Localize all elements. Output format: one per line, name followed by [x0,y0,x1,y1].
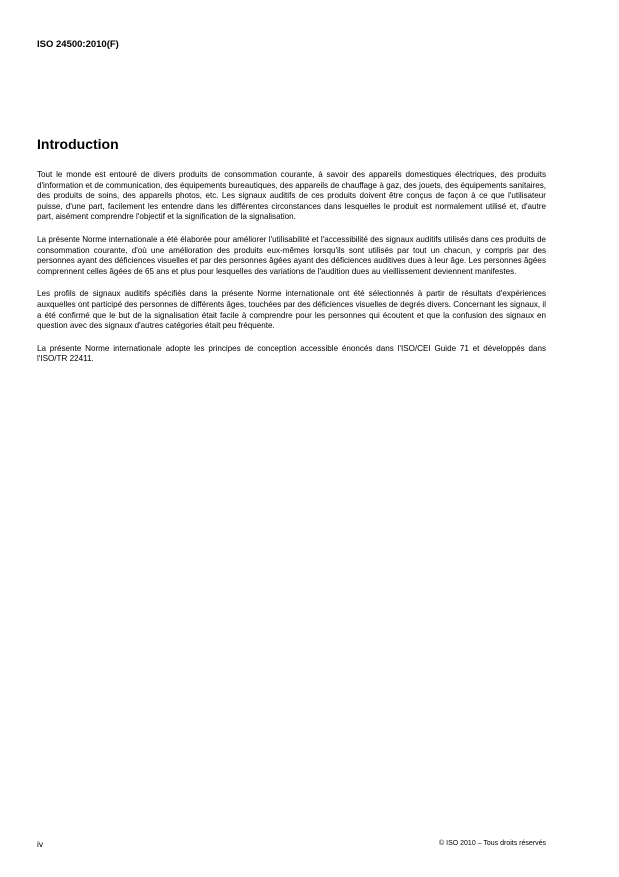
section-body [37,170,546,377]
paragraph-2: La présente Norme internationale a été élaborée pour améliorer l'utilisabilité et l'accessibilité des signaux auditifs utilisés dans ces produits de consommation courante, d'où une amélioration des produits eux-mêmes lorsqu'ils sont utilisés par tout un chacun, y compris par des personnes ayant des déficiences visuelles et par des personnes âgées ayant des déficiences auditives dues à leur âge. Les personnes âgées comprennent celles âgées de 65 ans et plus pour lesquelles des variations de l'audition dues au vieillissement deviennent manifestes. [37,234,546,276]
paragraph-4: La présente Norme internationale adopte les principes de conception accessible énoncés dans l'ISO/CEI Guide 71 et développés dans l'ISO/TR 22411. [37,343,546,364]
section-title: Introduction [37,136,119,152]
copyright-notice: © ISO 2010 – Tous droits réservés [439,840,546,847]
paragraph-3: Les profils de signaux auditifs spécifiés dans la présente Norme internationale ont été sélectionnés à partir de résultats d'expériences auxquelles ont participé des personnes de différents âges, touchées par des déficiences visuelles de degrés divers. Concernant les signaux, il a été confirmé que le but de la signalisation était facile à comprendre pour les personnes qui écoutent et que la confusion des signaux en question avec des signaux d'autres catégories était peu fréquente. [37,289,546,331]
paragraph-1: Tout le monde est entouré de divers produits de consommation courante, à savoir des appareils domestiques électriques, des produits d'information et de communication, des équipements bureautiques, des appareils de chauffage à gaz, des jouets, des équipements sanitaires, des produits de soins, des appareils photos, etc. Les signaux auditifs de ces produits doivent être conçus de façon à ce que l'utilisateur puisse, d'une part, facilement les entendre dans les différentes circonstances dans lesquelles le produit est normalement utilisé et, d'autre part, aisément comprendre l'objectif et la signification de la signalisation. [37,170,546,222]
document-identifier: ISO 24500:2010(F) [37,39,119,50]
page-number: iv [37,839,44,849]
